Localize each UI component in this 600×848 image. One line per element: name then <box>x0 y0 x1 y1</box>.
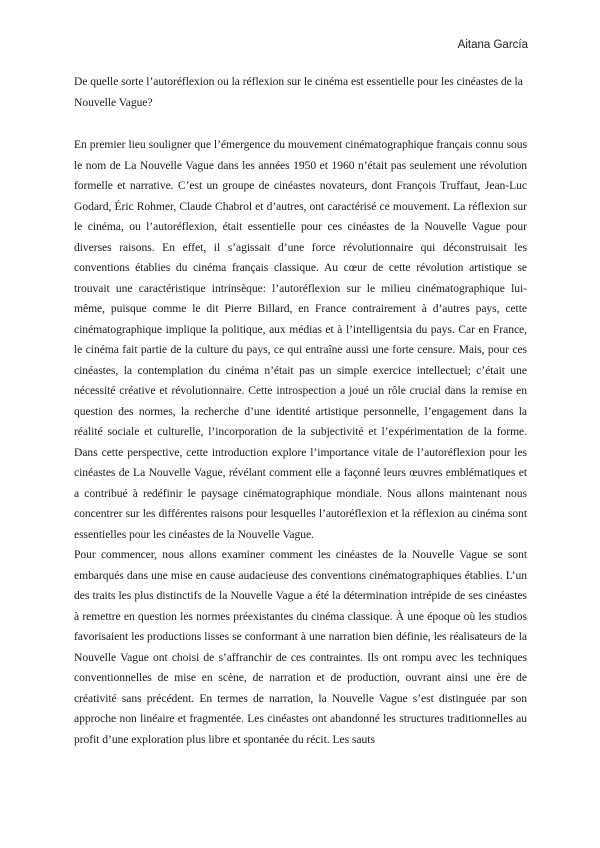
essay-question: De quelle sorte l’autoréflexion ou la réflexion sur le cinéma est essentielle pour les cinéastes de la Nouvelle Vague? <box>74 75 523 109</box>
paragraph-body: Pour commencer, nous allons examiner comment les cinéastes de la Nouvelle Vague se sont embarqués dans une mise en cause audacieuse des conventions cinématographiques établies. L’un des traits les plus distinctifs de la Nouvelle Vague a été la détermination intrépide de ses cinéastes à remettre en question les normes préexistantes du cinéma classique. À une époque où les studios favorisaient les productions lisses se conformant à une narration bien définie, les réalisateurs de la Nouvelle Vague ont choisi de s’affranchir de ces contraintes. Ils ont rompu avec les techniques conventionnelles de mise en scène, de narration et de production, ouvrant ainsi une ère de créativité sans précédent. En termes de narration, la Nouvelle Vague s’est distinguée par son approche non linéaire et fragmentée. Les cinéastes ont abandonné les structures traditionnelles au profit d’une exploration plus libre et spontanée du récit. Les sauts <box>74 548 527 746</box>
paragraph-introduction: En premier lieu souligner que l’émergence du mouvement cinématographique français connu sous le nom de La Nouvelle Vague dans les années 1950 et 1960 n’était pas seulement une révolution formelle et narrative. C’est un groupe de cinéastes novateurs, dont François Truffaut, Jean-Luc Godard, Éric Rohmer, Claude Chabrol et d’autres, ont caractérisé ce mouvement. La réflexion sur le cinéma, ou l’autoréflexion, était essentielle pour ces cinéastes de la Nouvelle Vague pour diverses raisons. En effet, il s’agissait d’une force révolutionnaire qui déconstruisait les conventions établies du cinéma français classique. Au cœur de cette révolution artistique se trouvait une caractéristique intrinsèque: l’autoréflexion sur le milieu cinématographique lui-même, puisque comme le dit Pierre Billard, en France contrairement à d’autres pays, cette cinématographique implique la politique, aux médias et à l’intelligentsia du pays. Car en France, le cinéma fait partie de la culture du pays, ce qui entraîne aussi une forte censure. Mais, pour ces cinéastes, la contemplation du cinéma n’était pas un simple exercice intellectuel; c’était une nécessité créative et révolutionnaire. Cette introspection a joué un rôle crucial dans la remise en question des normes, la recherche d’une identité artistique personnelle, l’engagement dans la réalité sociale et culturelle, l’incorporation de la subjectivité et l’expérimentation de la forme. Dans cette perspective, cette introduction explore l’importance vitale de l’autoréflexion pour les cinéastes de La Nouvelle Vague, révélant comment elle a façonné leurs œuvres emblématiques et a contribué à redéfinir le paysage cinématographique mondiale. Nous allons maintenant nous concentrer sur les différentes raisons pour lesquelles l’autoréflexion et la réflexion au cinéma sont essentielles pour les cinéastes de la Nouvelle Vague. <box>74 138 527 541</box>
document-body <box>74 72 527 750</box>
author-name: Aitana García <box>457 39 528 51</box>
